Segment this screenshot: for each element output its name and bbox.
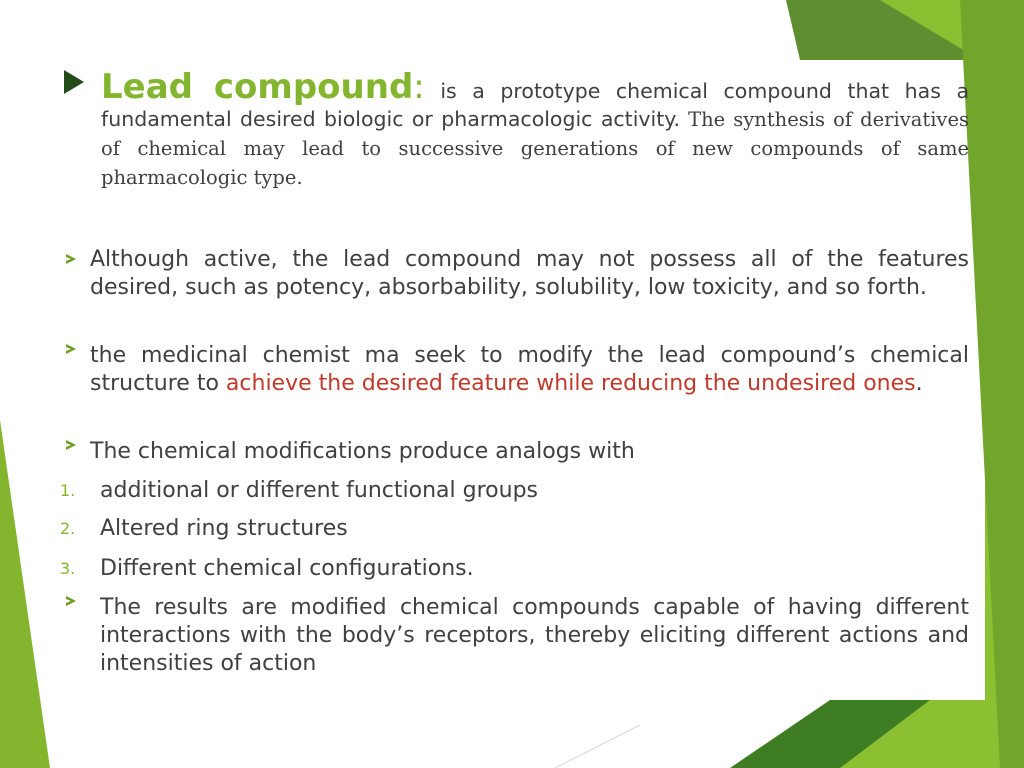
bullet-text: Although active, the lead compound may not possess all of the features desired, such as potency, absorbability, solubility, low toxicity, and so forth. [90, 247, 969, 300]
highlighted-text: achieve the desired feature while reducing the undesired ones [225, 371, 916, 396]
lead-compound-definition: is a prototype chemical compound that has a fundamental desired biologic or pharmacologic activity. [101, 79, 970, 131]
lead-compound-term: Lead compound: [101, 67, 425, 107]
triangle-bullet-icon [64, 70, 84, 94]
lead-compound-text [101, 67, 970, 192]
bullet-text: The results are modified chemical compounds capable of having different interactions with the body’s receptors, thereby eliciting different actions and intensities of action [100, 595, 969, 676]
arrowhead-bullet-icon [66, 254, 76, 264]
numbered-item-text: Altered ring structures [100, 516, 348, 541]
list-number: 2. [60, 519, 76, 538]
arrowhead-bullet-icon [66, 596, 76, 606]
numbered-item-text: Different chemical configurations. [100, 556, 474, 581]
bullet-text: the medicinal chemist ma seek to modify the lead compound’s chemical structure to achieve the desired feature while reducing the undesired ones. [90, 343, 969, 396]
list-number: 1. [60, 481, 76, 500]
list-number: 3. [60, 559, 76, 578]
lead-compound-serif-text: The synthesis of derivatives of chemical may lead to successive generations of new compounds of same pharmacologic type. [101, 108, 969, 189]
bullet-text: The chemical modifications produce analogs with [90, 439, 635, 464]
numbered-item-text: additional or different functional groups [100, 478, 538, 503]
arrowhead-bullet-icon [66, 344, 76, 354]
arrowhead-bullet-icon [66, 440, 76, 450]
